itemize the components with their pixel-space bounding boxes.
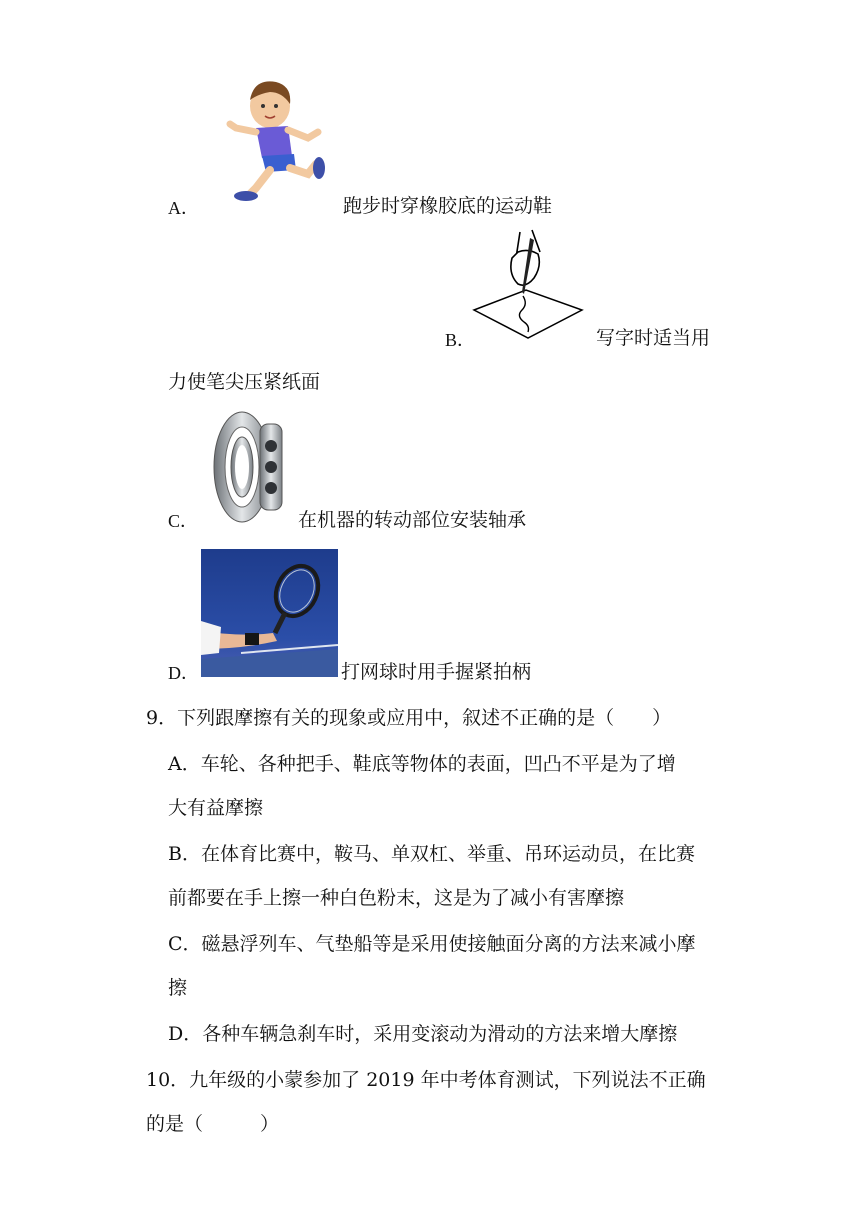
question-9-option-b-line2: 前都要在手上擦一种白色粉末，这是为了减小有害摩擦 xyxy=(168,887,625,909)
option-b-text-line1: 写字时适当用 xyxy=(596,327,711,349)
option-d-label: D． xyxy=(168,663,199,683)
question-9-option-d: D．各种车辆急刹车时，采用变滚动为滑动的方法来增大摩擦 xyxy=(168,1023,678,1045)
option-a-text: 跑步时穿橡胶底的运动鞋 xyxy=(343,195,553,217)
hand-writing-pen-image xyxy=(468,228,588,344)
running-boy-image xyxy=(226,78,330,204)
question-10-stem-line2: 的是（ ） xyxy=(146,1113,280,1135)
option-c-label: C． xyxy=(168,511,199,531)
question-9-option-a-line2: 大有益摩擦 xyxy=(168,797,264,819)
question-9-stem: 9．下列跟摩擦有关的现象或应用中，叙述不正确的是（ ） xyxy=(146,707,672,729)
question-10-stem-line1: 10．九年级的小蒙参加了 2019 年中考体育测试，下列说法不正确 xyxy=(146,1069,706,1091)
question-9-option-c-line1: C．磁悬浮列车、气垫船等是采用使接触面分离的方法来减小摩 xyxy=(168,933,696,955)
tennis-racket-grip-image xyxy=(201,549,338,677)
option-d-text: 打网球时用手握紧拍柄 xyxy=(341,661,532,683)
option-c-text: 在机器的转动部位安装轴承 xyxy=(298,509,527,531)
question-9-option-c-line2: 擦 xyxy=(168,977,188,999)
question-9-option-a-line1: A．车轮、各种把手、鞋底等物体的表面，凹凸不平是为了增 xyxy=(168,753,676,775)
option-b-text-line2: 力使笔尖压紧纸面 xyxy=(168,371,321,393)
ball-bearing-image xyxy=(212,410,288,524)
question-9-option-b-line1: B．在体育比赛中，鞍马、单双杠、举重、吊环运动员，在比赛 xyxy=(168,843,695,865)
option-b-label: B． xyxy=(445,330,476,350)
option-a-label: A． xyxy=(168,198,199,218)
